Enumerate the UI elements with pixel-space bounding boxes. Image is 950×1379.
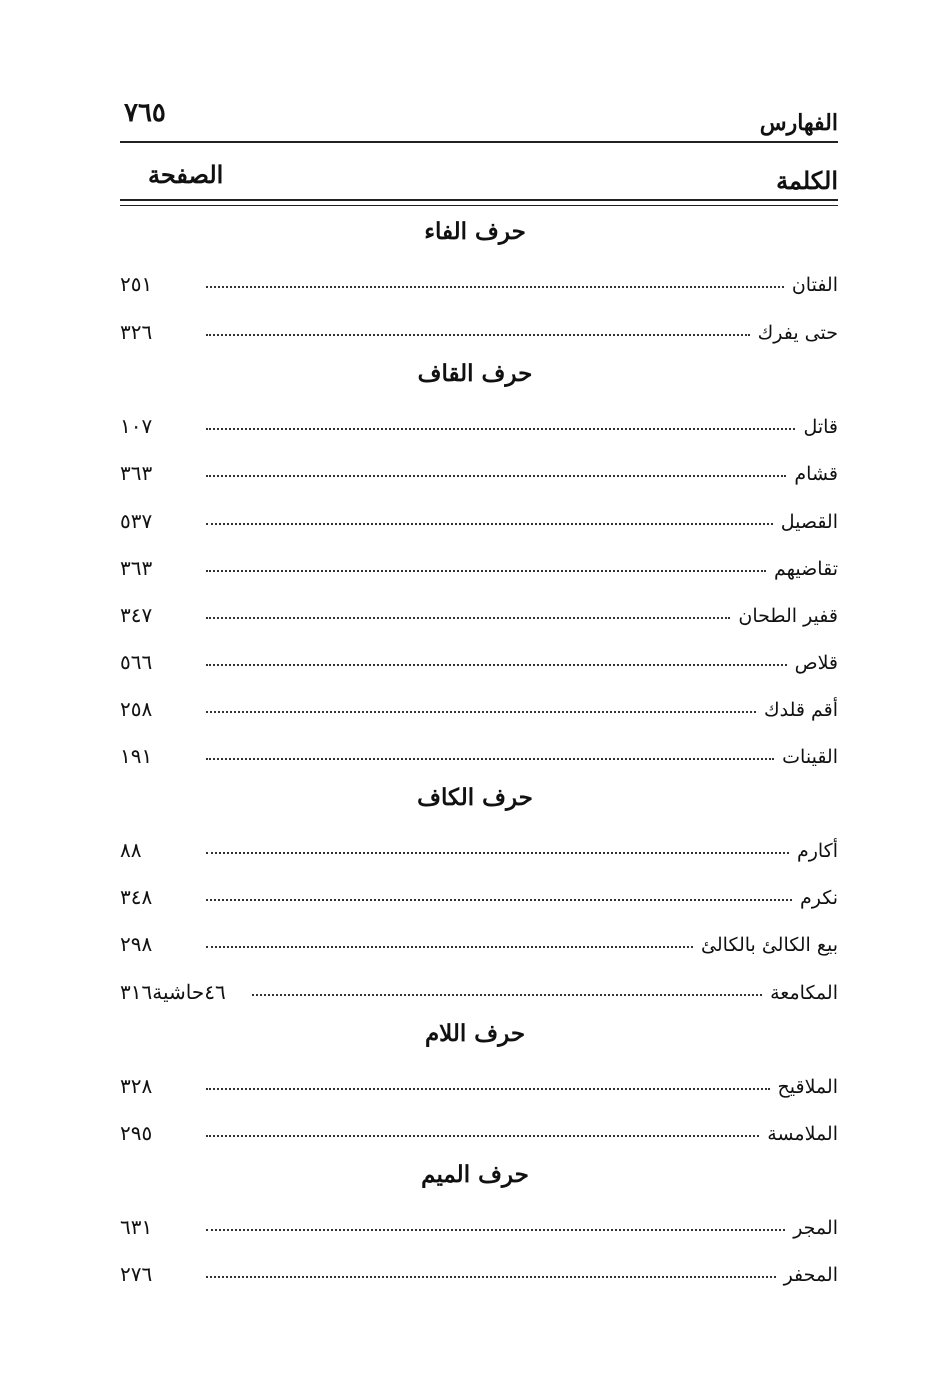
index-entry xyxy=(120,499,838,533)
entry-page: ٢٥٨ xyxy=(120,697,153,721)
dot-leader xyxy=(252,994,762,996)
entry-word: القصيل xyxy=(780,511,838,533)
section-heading-lam: حرف اللام xyxy=(424,1020,526,1047)
entry-word: المحفر xyxy=(783,1264,838,1286)
index-entry xyxy=(120,828,838,862)
entry-word: قشام xyxy=(794,463,838,485)
index-entry xyxy=(120,1205,838,1239)
entry-page: ٣٢٨ xyxy=(120,1074,153,1098)
entry-word: حتى يفرك xyxy=(757,322,838,344)
entry-page: ١٩١ xyxy=(120,744,153,768)
dot-leader xyxy=(206,1088,770,1090)
index-entry xyxy=(120,451,838,485)
dot-leader xyxy=(206,334,750,336)
dot-leader xyxy=(206,1229,785,1231)
dot-leader xyxy=(206,523,773,525)
entry-word: أقم قلدك xyxy=(763,699,838,721)
dot-leader xyxy=(206,286,784,288)
dot-leader xyxy=(206,899,792,901)
dot-leader xyxy=(206,1135,759,1137)
entry-word: تقاضيهم xyxy=(774,558,838,580)
entry-page: ٦٣١ xyxy=(120,1215,153,1239)
entry-page: ٣٤٧ xyxy=(120,603,153,627)
entry-page: ٢٥١ xyxy=(120,272,153,296)
entry-page: ٣٦٣ xyxy=(120,461,153,485)
entry-word: الفتان xyxy=(791,274,838,296)
section-heading-qaf: حرف القاف xyxy=(417,360,533,387)
section-name: الفهارس xyxy=(759,110,838,136)
index-entry xyxy=(120,310,838,344)
index-entry xyxy=(120,922,838,956)
entry-word: الملاقيح xyxy=(777,1076,838,1098)
section-heading-kaf: حرف الكاف xyxy=(417,784,533,811)
dot-leader xyxy=(206,1276,776,1278)
entry-word: قلاص xyxy=(794,652,838,674)
entry-word: قفير الطحان xyxy=(738,605,838,627)
dot-leader xyxy=(206,428,795,430)
index-entry xyxy=(120,546,838,580)
entry-page: ١٠٧ xyxy=(120,414,153,438)
index-entry xyxy=(120,404,838,438)
entry-page: ٢٩٥ xyxy=(120,1121,153,1145)
index-entry xyxy=(120,875,838,909)
dot-leader xyxy=(206,711,756,713)
entry-page: ٣٤٨ xyxy=(120,885,153,909)
entry-page: ٨٨ xyxy=(120,838,142,862)
entry-word: الملامسة xyxy=(767,1123,838,1145)
section-heading-fa: حرف الفاء xyxy=(424,218,526,245)
index-entry xyxy=(120,262,838,296)
entry-page: ٥٣٧ xyxy=(120,509,153,533)
entry-word: المجر xyxy=(793,1217,838,1239)
section-heading-mim: حرف الميم xyxy=(421,1161,529,1188)
entry-page: ٣٦٣ xyxy=(120,556,153,580)
index-entry xyxy=(120,687,838,721)
column-header-rule xyxy=(120,199,838,206)
entry-page: ٥٦٦ xyxy=(120,650,153,674)
header-rule xyxy=(120,141,838,143)
dot-leader xyxy=(206,570,766,572)
index-entry xyxy=(120,640,838,674)
entry-word: نكرم xyxy=(799,887,838,909)
column-headers xyxy=(120,160,838,200)
dot-leader xyxy=(206,475,786,477)
entry-word: أكارم xyxy=(796,840,838,862)
entry-word: بيع الكالئ بالكالئ xyxy=(701,934,838,956)
index-entry xyxy=(120,1252,838,1286)
entry-word: المكامعة xyxy=(770,982,838,1004)
dot-leader xyxy=(206,664,787,666)
dot-leader xyxy=(206,758,774,760)
entry-page: ٣٢٦ xyxy=(120,320,153,344)
dot-leader xyxy=(206,852,789,854)
index-entry xyxy=(120,1111,838,1145)
entry-page: ٢٩٨ xyxy=(120,932,153,956)
entry-page: ٤٦حاشية٣١٦ xyxy=(120,980,226,1004)
index-entry xyxy=(120,970,838,1004)
entry-page: ٢٧٦ xyxy=(120,1262,153,1286)
column-header-page: الصفحة xyxy=(148,160,224,189)
entry-word: القينات xyxy=(782,746,838,768)
entry-word: قاتل xyxy=(803,416,838,438)
page-header xyxy=(120,98,838,142)
index-entry xyxy=(120,1064,838,1098)
index-entry xyxy=(120,593,838,627)
dot-leader xyxy=(206,617,730,619)
index-entry xyxy=(120,734,838,768)
column-header-word: الكلمة xyxy=(776,166,838,195)
page-number: ٧٦٥ xyxy=(124,98,166,128)
dot-leader xyxy=(206,946,693,948)
